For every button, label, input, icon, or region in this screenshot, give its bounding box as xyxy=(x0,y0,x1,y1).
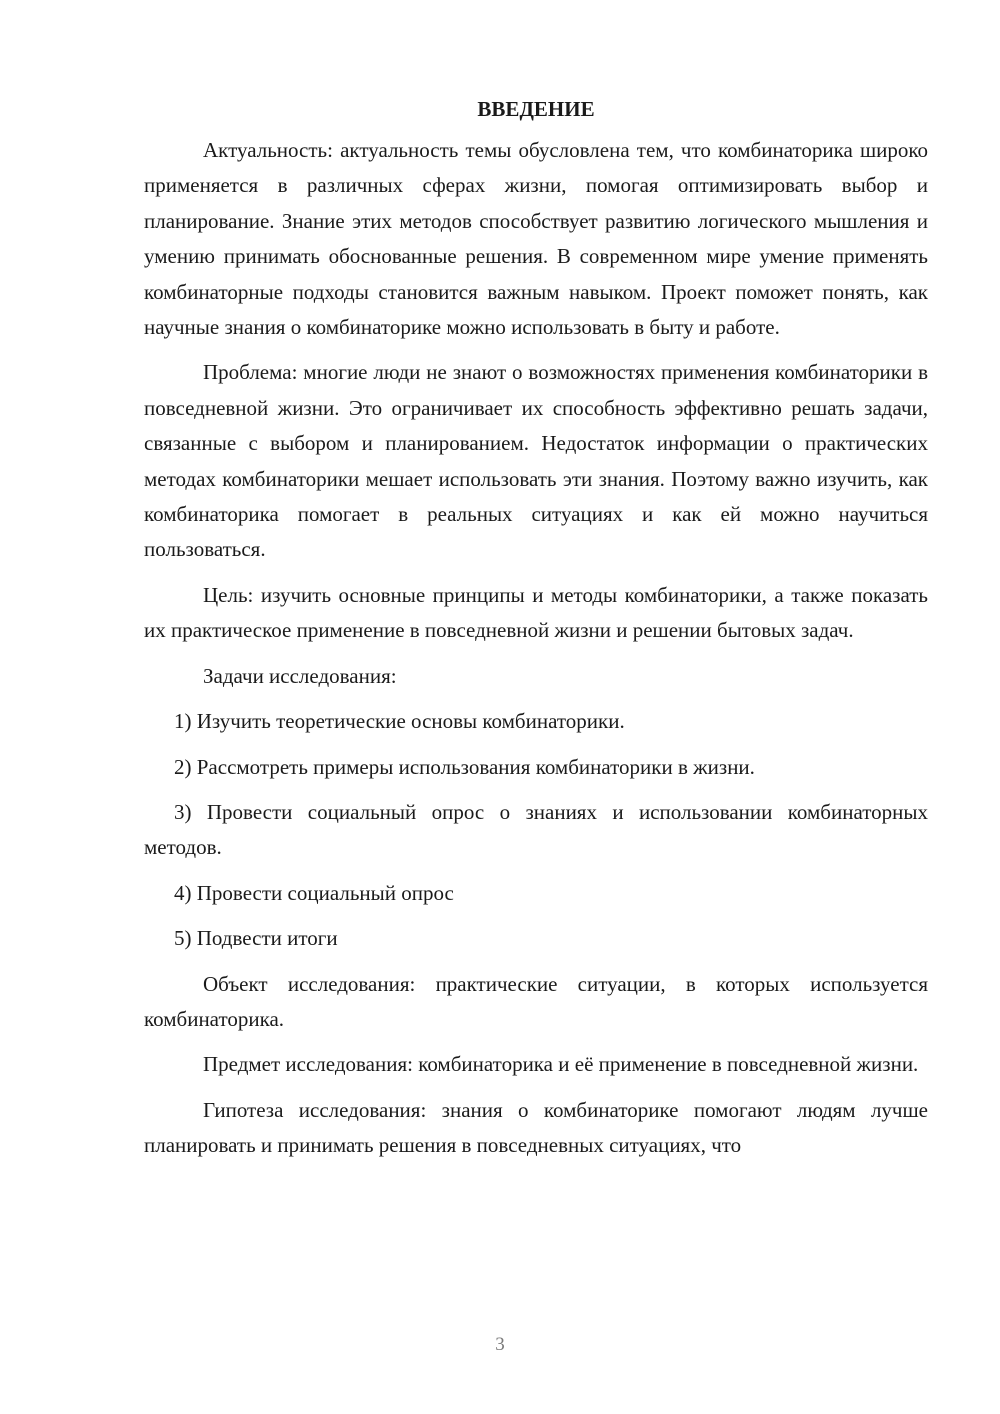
task-item-3: 3) Провести социальный опрос о знаниях и использовании комбинаторных методов. xyxy=(144,799,928,860)
tasks-heading: Задачи исследования: xyxy=(203,663,397,688)
page-number: 3 xyxy=(495,1334,505,1355)
section-title: ВВЕДЕНИЕ xyxy=(477,97,595,121)
task-item-1: 1) Изучить теоретические основы комбинаторики. xyxy=(174,709,625,734)
object-paragraph: Объект исследования: практические ситуации, в которых используется комбинаторика. xyxy=(144,971,928,1031)
task-item-2: 2) Рассмотреть примеры использования комбинаторики в жизни. xyxy=(174,754,755,779)
problem-paragraph: Проблема: многие люди не знают о возможностях применения комбинаторики в повседневной жизни. Это ограничивает их способность эффективно решать задачи, связанные с выбором и планированием. Недостаток информации о практических методах комбинаторики мешает использовать эти знания. Поэтому важно изучить, как комбинаторика помогает в реальных ситуациях и как ей можно научиться пользоваться. xyxy=(144,360,928,562)
subject-paragraph: Предмет исследования: комбинаторика и её применение в повседневной жизни. xyxy=(203,1052,919,1077)
task-item-4: 4) Провести социальный опрос xyxy=(174,880,454,905)
hypothesis-paragraph: Гипотеза исследования: знания о комбинаторике помогают людям лучше планировать и принимать решения в повседневных ситуациях, что xyxy=(144,1097,928,1158)
task-item-5: 5) Подвести итоги xyxy=(174,926,338,951)
relevance-paragraph: Актуальность: актуальность темы обусловлена тем, что комбинаторика широко применяется в различных сферах жизни, помогая оптимизировать выбор и планирование. Знание этих методов способствует развитию логического мышления и умению принимать обоснованные решения. В современном мире умение применять комбинаторные подходы становится важным навыком. Проект поможет понять, как научные знания о комбинаторике можно использовать в быту и работе. xyxy=(144,138,928,340)
document-page xyxy=(144,92,928,1164)
goal-paragraph: Цель: изучить основные принципы и методы комбинаторики, а также показать их практическое применение в повседневной жизни и решении бытовых задач. xyxy=(144,582,928,643)
